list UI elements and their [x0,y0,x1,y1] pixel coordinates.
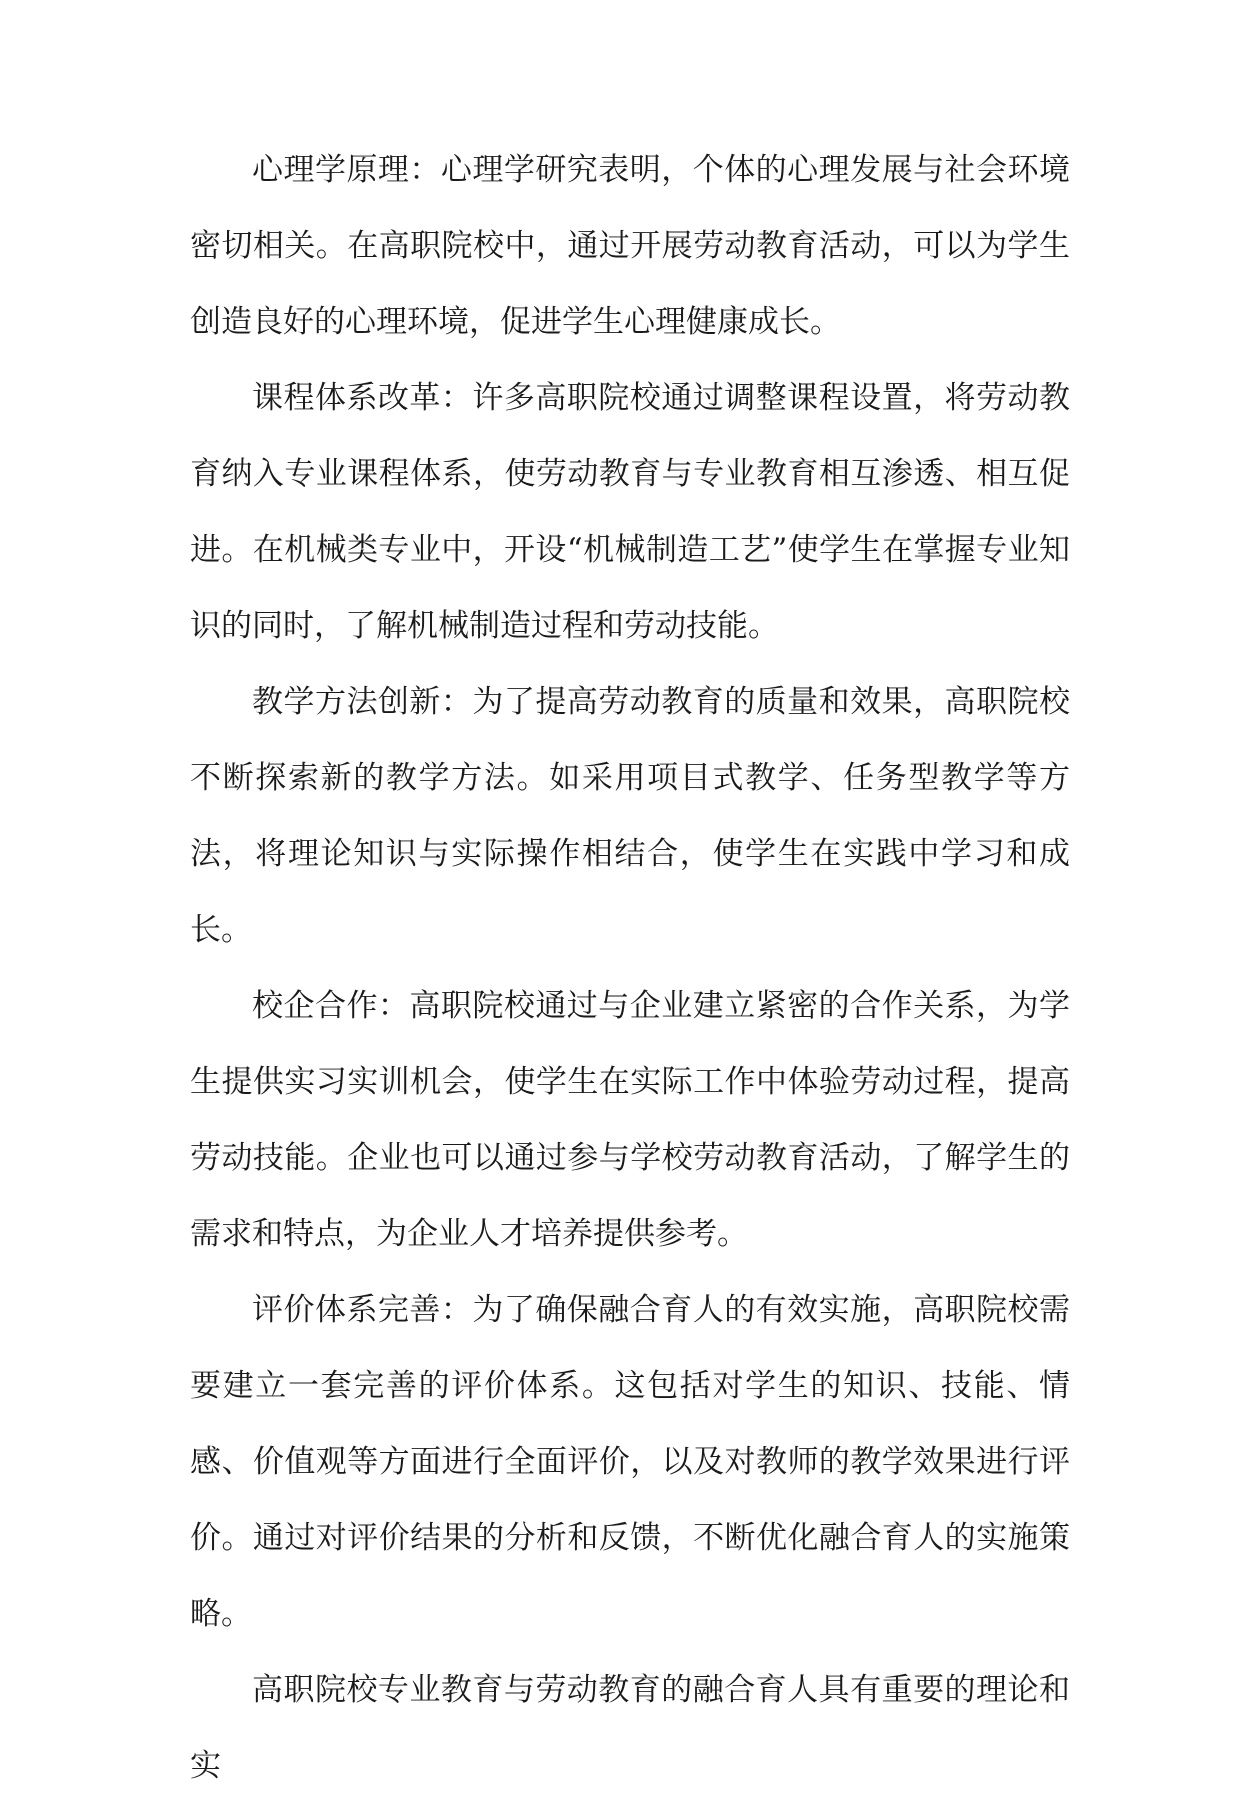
paragraph-curriculum-reform: 课程体系改革：许多高职院校通过调整课程设置，将劳动教育纳入专业课程体系，使劳动教育与专业教育相互渗透、相互促进。在机械类专业中，开设“机械制造工艺”使学生在掌握专业知识的同时，了解机械制造过程和劳动技能。 [190,380,1070,644]
paragraph-teaching-method-innovation: 教学方法创新：为了提高劳动教育的质量和效果，高职院校不断探索新的教学方法。如采用项目式教学、任务型教学等方法，将理论知识与实际操作相结合，使学生在实践中学习和成长。 [190,684,1070,948]
paragraph-psychology-principle: 心理学原理：心理学研究表明，个体的心理发展与社会环境密切相关。在高职院校中，通过开展劳动教育活动，可以为学生创造良好的心理环境，促进学生心理健康成长。 [190,152,1070,340]
paragraph-school-enterprise-cooperation: 校企合作：高职院校通过与企业建立紧密的合作关系，为学生提供实习实训机会，使学生在实际工作中体验劳动过程，提高劳动技能。企业也可以通过参与学校劳动教育活动，了解学生的需求和特点，为企业人才培养提供参考。 [190,988,1070,1252]
paragraph-evaluation-system: 评价体系完善：为了确保融合育人的有效实施，高职院校需要建立一套完善的评价体系。这包括对学生的知识、技能、情感、价值观等方面进行全面评价，以及对教师的教学效果进行评价。通过对评价结果的分析和反馈，不断优化融合育人的实施策略。 [190,1292,1070,1632]
document-body [190,132,1070,1804]
paragraph-conclusion-start: 高职院校专业教育与劳动教育的融合育人具有重要的理论和实 [190,1672,1070,1784]
